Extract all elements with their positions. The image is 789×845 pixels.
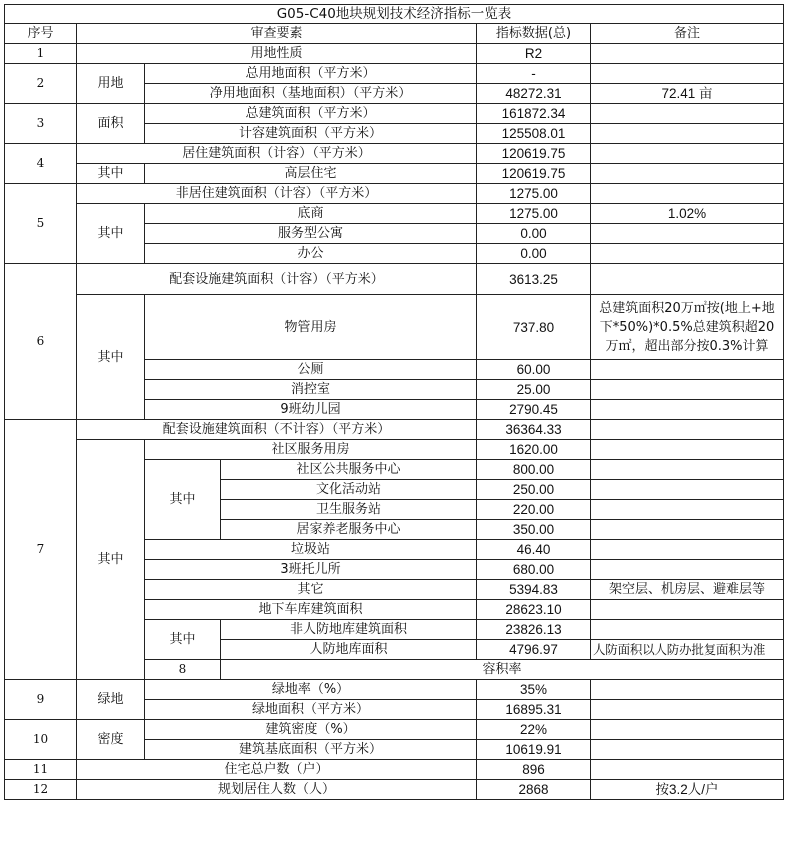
item-cell: 居住建筑面积（计容）（平方米） bbox=[77, 144, 477, 164]
item-cell: 配套设施建筑面积（计容）（平方米） bbox=[77, 264, 477, 295]
seq-cell: 7 bbox=[5, 420, 77, 680]
item-cell: 绿地率（%） bbox=[145, 680, 477, 700]
item-cell: 净用地面积（基地面积）（平方米） bbox=[145, 84, 477, 104]
item-cell: 非居住建筑面积（计容）（平方米） bbox=[77, 184, 477, 204]
remark-cell: 总建筑面积20万㎡按(地上+地下*50%)*0.5%总建筑积超20万㎡，超出部分按0.3%计算 bbox=[591, 295, 784, 360]
remark-cell: 架空层、机房层、避难层等 bbox=[591, 580, 784, 600]
remark-cell bbox=[591, 440, 784, 460]
item-cell: 消控室 bbox=[145, 380, 477, 400]
value-cell: 0.00 bbox=[477, 244, 591, 264]
seq-cell: 6 bbox=[5, 264, 77, 420]
value-cell: 350.00 bbox=[477, 520, 591, 540]
value-cell: 250.00 bbox=[477, 480, 591, 500]
value-cell: R2 bbox=[477, 44, 591, 64]
value-cell: 120619.75 bbox=[477, 144, 591, 164]
table-row bbox=[5, 64, 784, 84]
group-cell: 其中 bbox=[77, 440, 145, 680]
item-cell: 住宅总户数（户） bbox=[77, 760, 477, 780]
table-row bbox=[5, 184, 784, 204]
item-cell: 人防地库面积 bbox=[221, 640, 477, 660]
seq-cell: 4 bbox=[5, 144, 77, 184]
table-row bbox=[5, 440, 784, 460]
value-cell: 4796.97 bbox=[477, 640, 591, 660]
remark-cell bbox=[591, 224, 784, 244]
value-cell: 36364.33 bbox=[477, 420, 591, 440]
table-row bbox=[5, 680, 784, 700]
value-cell: 1275.00 bbox=[477, 204, 591, 224]
table-row bbox=[5, 144, 784, 164]
value-cell: 60.00 bbox=[477, 360, 591, 380]
remark-cell bbox=[591, 740, 784, 760]
item-cell: 文化活动站 bbox=[221, 480, 477, 500]
item-cell: 非人防地库建筑面积 bbox=[221, 620, 477, 640]
title-row bbox=[5, 5, 784, 24]
remark-cell bbox=[591, 720, 784, 740]
remark-cell bbox=[591, 44, 784, 64]
group-cell: 其中 bbox=[77, 295, 145, 420]
item-cell: 容积率 bbox=[221, 660, 784, 680]
item-cell: 计容建筑面积（平方米） bbox=[145, 124, 477, 144]
remark-cell bbox=[591, 500, 784, 520]
table-title: G05-C40地块规划技术经济指标一览表 bbox=[5, 5, 784, 24]
table-row bbox=[5, 760, 784, 780]
remark-cell bbox=[591, 420, 784, 440]
seq-cell: 3 bbox=[5, 104, 77, 144]
table-row bbox=[5, 164, 784, 184]
indicator-sheet bbox=[4, 4, 784, 800]
remark-cell bbox=[591, 680, 784, 700]
remark-cell bbox=[591, 264, 784, 295]
table-row bbox=[5, 295, 784, 360]
remark-cell bbox=[591, 620, 784, 640]
item-cell: 配套设施建筑面积（不计容）（平方米） bbox=[77, 420, 477, 440]
header-row bbox=[5, 24, 784, 44]
remark-cell bbox=[591, 144, 784, 164]
value-cell: 220.00 bbox=[477, 500, 591, 520]
group-cell: 密度 bbox=[77, 720, 145, 760]
value-cell: 161872.34 bbox=[477, 104, 591, 124]
header-item: 审查要素 bbox=[77, 24, 477, 44]
value-cell: 1620.00 bbox=[477, 440, 591, 460]
value-cell: 48272.31 bbox=[477, 84, 591, 104]
value-cell: 35% bbox=[477, 680, 591, 700]
seq-cell: 8 bbox=[145, 660, 221, 680]
item-cell: 社区公共服务中心 bbox=[221, 460, 477, 480]
value-cell: 2790.45 bbox=[477, 400, 591, 420]
remark-cell bbox=[591, 460, 784, 480]
item-cell: 3班托儿所 bbox=[145, 560, 477, 580]
group-cell: 面积 bbox=[77, 104, 145, 144]
remark-cell: 1.02% bbox=[591, 204, 784, 224]
remark-cell bbox=[591, 104, 784, 124]
item-cell: 规划居住人数（人） bbox=[77, 780, 477, 800]
header-seq: 序号 bbox=[5, 24, 77, 44]
table-row bbox=[5, 780, 784, 800]
group-cell: 绿地 bbox=[77, 680, 145, 720]
value-cell: 2868 bbox=[477, 780, 591, 800]
remark-cell bbox=[591, 164, 784, 184]
remark-cell bbox=[591, 700, 784, 720]
value-cell: 800.00 bbox=[477, 460, 591, 480]
table-row bbox=[5, 420, 784, 440]
seq-cell: 2 bbox=[5, 64, 77, 104]
subgroup-cell: 其中 bbox=[145, 620, 221, 660]
item-cell: 其它 bbox=[145, 580, 477, 600]
group-cell: 其中 bbox=[77, 204, 145, 264]
group-cell: 用地 bbox=[77, 64, 145, 104]
remark-cell: 人防面积以人防办批复面积为准 bbox=[591, 640, 784, 660]
item-cell: 底商 bbox=[145, 204, 477, 224]
remark-cell: 72.41 亩 bbox=[591, 84, 784, 104]
remark-cell bbox=[591, 64, 784, 84]
remark-cell bbox=[591, 760, 784, 780]
item-cell: 卫生服务站 bbox=[221, 500, 477, 520]
value-cell: 5394.83 bbox=[477, 580, 591, 600]
table-row bbox=[5, 104, 784, 124]
value-cell: 23826.13 bbox=[477, 620, 591, 640]
header-remark: 备注 bbox=[591, 24, 784, 44]
table-row bbox=[5, 264, 784, 295]
item-cell: 绿地面积（平方米） bbox=[145, 700, 477, 720]
item-cell: 居家养老服务中心 bbox=[221, 520, 477, 540]
remark-cell bbox=[591, 520, 784, 540]
item-cell: 垃圾站 bbox=[145, 540, 477, 560]
seq-cell: 12 bbox=[5, 780, 77, 800]
header-value: 指标数据(总) bbox=[477, 24, 591, 44]
value-cell: 28623.10 bbox=[477, 600, 591, 620]
value-cell: 16895.31 bbox=[477, 700, 591, 720]
remark-cell bbox=[591, 380, 784, 400]
remark-cell bbox=[591, 184, 784, 204]
value-cell: 10619.91 bbox=[477, 740, 591, 760]
value-cell: 125508.01 bbox=[477, 124, 591, 144]
remark-cell bbox=[591, 360, 784, 380]
value-cell: 1275.00 bbox=[477, 184, 591, 204]
seq-cell: 11 bbox=[5, 760, 77, 780]
remark-cell bbox=[591, 400, 784, 420]
remark-cell bbox=[591, 480, 784, 500]
item-cell: 物管用房 bbox=[145, 295, 477, 360]
seq-cell: 9 bbox=[5, 680, 77, 720]
value-cell: 3613.25 bbox=[477, 264, 591, 295]
item-cell: 总建筑面积（平方米） bbox=[145, 104, 477, 124]
remark-cell bbox=[591, 560, 784, 580]
seq-cell: 5 bbox=[5, 184, 77, 264]
item-cell: 建筑密度（%） bbox=[145, 720, 477, 740]
value-cell: 680.00 bbox=[477, 560, 591, 580]
indicator-table bbox=[4, 4, 784, 800]
item-cell: 地下车库建筑面积 bbox=[145, 600, 477, 620]
table-row bbox=[5, 720, 784, 740]
remark-cell bbox=[591, 600, 784, 620]
item-cell: 服务型公寓 bbox=[145, 224, 477, 244]
value-cell: 0.00 bbox=[477, 224, 591, 244]
item-cell: 办公 bbox=[145, 244, 477, 264]
remark-cell bbox=[591, 124, 784, 144]
table-row bbox=[5, 44, 784, 64]
value-cell: 22% bbox=[477, 720, 591, 740]
seq-cell: 1 bbox=[5, 44, 77, 64]
table-row bbox=[5, 204, 784, 224]
remark-cell bbox=[591, 244, 784, 264]
item-cell: 建筑基底面积（平方米） bbox=[145, 740, 477, 760]
value-cell: - bbox=[477, 64, 591, 84]
remark-cell bbox=[591, 540, 784, 560]
value-cell: 25.00 bbox=[477, 380, 591, 400]
remark-cell: 按3.2人/户 bbox=[591, 780, 784, 800]
value-cell: 896 bbox=[477, 760, 591, 780]
item-cell: 用地性质 bbox=[77, 44, 477, 64]
value-cell: 120619.75 bbox=[477, 164, 591, 184]
group-cell: 其中 bbox=[77, 164, 145, 184]
item-cell: 公厕 bbox=[145, 360, 477, 380]
item-cell: 总用地面积（平方米） bbox=[145, 64, 477, 84]
item-cell: 9班幼儿园 bbox=[145, 400, 477, 420]
item-cell: 高层住宅 bbox=[145, 164, 477, 184]
seq-cell: 10 bbox=[5, 720, 77, 760]
subgroup-cell: 其中 bbox=[145, 460, 221, 540]
value-cell: 46.40 bbox=[477, 540, 591, 560]
value-cell: 737.80 bbox=[477, 295, 591, 360]
item-cell: 社区服务用房 bbox=[145, 440, 477, 460]
